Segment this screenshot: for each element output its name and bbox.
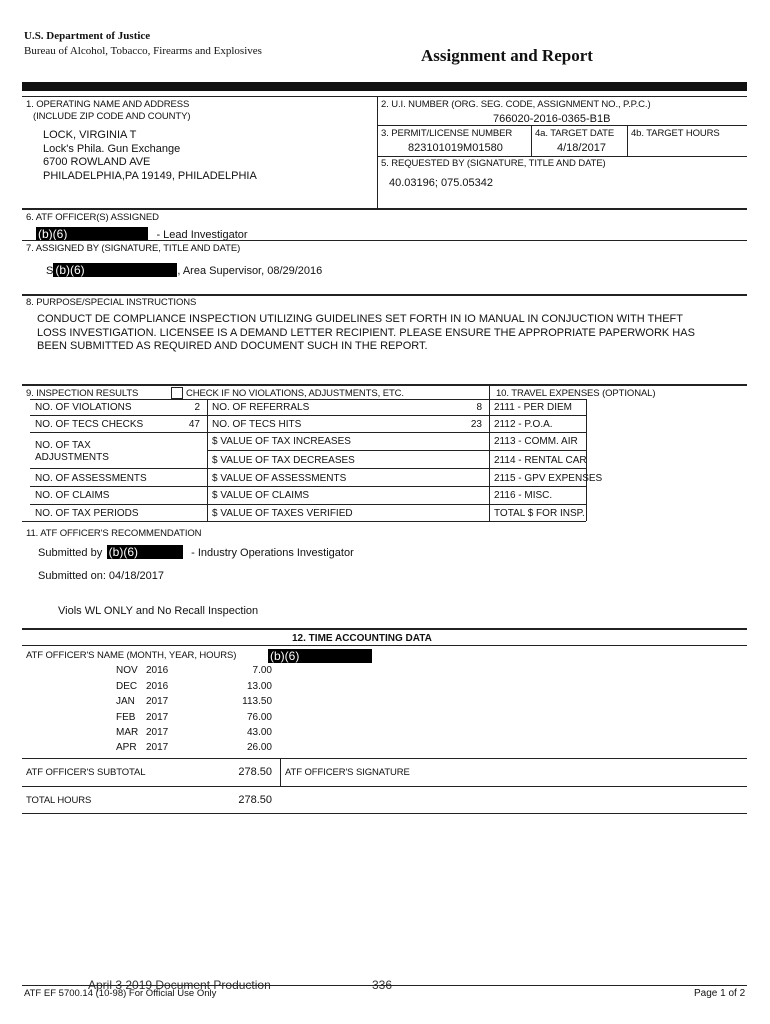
entry-hours: 76.00 bbox=[246, 712, 272, 723]
address-line: Lock's Phila. Gun Exchange bbox=[43, 142, 181, 155]
no-violations-checkbox[interactable] bbox=[171, 387, 183, 399]
time-accounting-label: 12. TIME ACCOUNTING DATA bbox=[292, 633, 432, 644]
permit-number-value: 823101019M01580 bbox=[408, 142, 503, 154]
address-line: LOCK, VIRGINIA T bbox=[43, 129, 137, 141]
tecs-checks-label: NO. OF TECS CHECKS bbox=[35, 419, 144, 430]
submitted-by bbox=[38, 543, 354, 561]
header-rule bbox=[22, 82, 747, 91]
total-insp-label: TOTAL $ FOR INSP. bbox=[494, 508, 585, 519]
operating-address bbox=[43, 129, 257, 183]
purpose-line: BEEN SUBMITTED AS REQUIRED AND DOCUMENT SUCH IN THE REPORT. bbox=[37, 340, 428, 352]
violations-label: NO. OF VIOLATIONS bbox=[35, 402, 132, 413]
requested-by-value: 40.03196; 075.05342 bbox=[389, 177, 493, 189]
referrals-value: 8 bbox=[476, 402, 482, 413]
submitted-on: Submitted on: 04/18/2017 bbox=[38, 570, 164, 579]
tax-periods-label: NO. OF TAX PERIODS bbox=[35, 508, 139, 519]
entry-month: DEC bbox=[116, 681, 138, 692]
bureau-name: Bureau of Alcohol, Tobacco, Firearms and Explosives bbox=[24, 45, 262, 57]
gpv-expenses-label: 2115 - GPV EXPENSES bbox=[494, 473, 603, 484]
entry-month: FEB bbox=[116, 712, 136, 723]
purpose-instructions bbox=[37, 313, 695, 354]
entry-year: 2017 bbox=[146, 696, 169, 707]
tecs-checks-value: 47 bbox=[188, 419, 200, 430]
taxes-verified-label: $ VALUE OF TAXES VERIFIED bbox=[212, 508, 353, 519]
no-violations-label: CHECK IF NO VIOLATIONS, ADJUSTMENTS, ETC. bbox=[186, 388, 404, 399]
redaction-block: (b)(6) bbox=[36, 227, 148, 241]
entry-month: MAR bbox=[116, 727, 139, 738]
entry-hours: 26.00 bbox=[246, 742, 272, 753]
purpose-label: 8. PURPOSE/SPECIAL INSTRUCTIONS bbox=[26, 297, 197, 308]
form-number: ATF EF 5700.14 (10-98) For Official Use Only bbox=[24, 988, 217, 999]
page-indicator: Page 1 of 2 bbox=[694, 988, 746, 999]
comm-air-label: 2113 - COMM. AIR bbox=[494, 436, 578, 447]
rental-car-label: 2114 - RENTAL CAR bbox=[494, 455, 587, 466]
purpose-line: LOSS INVESTIGATION. LICENSEE IS A DEMAND LETTER RECIPIENT. PLEASE ENSURE THE APPROPRIATE PAPERWORK HAS bbox=[37, 326, 695, 339]
entry-month: APR bbox=[116, 742, 137, 753]
tecs-hits-value: 23 bbox=[470, 419, 482, 430]
entry-month: NOV bbox=[116, 665, 138, 676]
value-claims-label: $ VALUE OF CLAIMS bbox=[212, 490, 310, 501]
submitted-by-role: - Industry Operations Investigator bbox=[191, 547, 354, 559]
assigned-by-title-date: , Area Supervisor, 08/29/2016 bbox=[177, 265, 323, 277]
entry-hours: 43.00 bbox=[246, 727, 272, 738]
misc-label: 2116 - MISC. bbox=[494, 490, 553, 501]
total-hours-label: TOTAL HOURS bbox=[26, 795, 92, 806]
tax-adjustments-label: NO. OF TAX ADJUSTMENTS bbox=[35, 440, 109, 463]
claims-label: NO. OF CLAIMS bbox=[35, 490, 110, 501]
officer-role: - Lead Investigator bbox=[156, 229, 248, 241]
tax-increases-label: $ VALUE OF TAX INCREASES bbox=[212, 436, 351, 447]
entry-year: 2016 bbox=[146, 681, 169, 692]
redaction-block: (b)(6) bbox=[107, 545, 183, 559]
travel-expenses-label: 10. TRAVEL EXPENSES (OPTIONAL) bbox=[496, 388, 656, 399]
referrals-label: NO. OF REFERRALS bbox=[212, 402, 310, 413]
inspection-results-label: 9. INSPECTION RESULTS bbox=[26, 388, 139, 399]
officer-name-label: ATF OFFICER'S NAME (MONTH, YEAR, HOURS) bbox=[26, 650, 237, 661]
tecs-hits-label: NO. OF TECS HITS bbox=[212, 419, 302, 430]
redaction-block: (b)(6) bbox=[268, 649, 372, 663]
entry-hours: 113.50 bbox=[242, 696, 272, 707]
recommendation-note: Viols WL ONLY and No Recall Inspection bbox=[58, 605, 259, 617]
entry-year: 2017 bbox=[146, 712, 169, 723]
entry-hours: 7.00 bbox=[252, 665, 272, 676]
officer-signature-label: ATF OFFICER'S SIGNATURE bbox=[285, 767, 410, 778]
target-date-value: 4/18/2017 bbox=[557, 142, 606, 154]
address-line: 6700 ROWLAND AVE bbox=[43, 156, 151, 168]
total-hours-value: 278.50 bbox=[238, 794, 272, 806]
department-name: U.S. Department of Justice bbox=[24, 30, 151, 42]
subtotal-label: ATF OFFICER'S SUBTOTAL bbox=[26, 767, 146, 778]
redaction-block: (b)(6) bbox=[53, 263, 177, 277]
assigned-by-label: 7. ASSIGNED BY (SIGNATURE, TITLE AND DATE) bbox=[26, 243, 241, 254]
entry-month: JAN bbox=[116, 696, 135, 707]
page-number-stamp: 336 bbox=[372, 978, 393, 992]
submitted-by-prefix: Submitted by bbox=[38, 547, 103, 559]
entry-year: 2017 bbox=[146, 727, 169, 738]
entry-year: 2017 bbox=[146, 742, 169, 753]
tax-decreases-label: $ VALUE OF TAX DECREASES bbox=[212, 455, 355, 466]
entry-year: 2016 bbox=[146, 665, 169, 676]
ui-number-label: 2. U.I. NUMBER (ORG. SEG. CODE, ASSIGNMENT NO., P.P.C.) bbox=[381, 99, 651, 110]
operating-name-sublabel: (INCLUDE ZIP CODE AND COUNTY) bbox=[33, 111, 191, 122]
purpose-line: CONDUCT DE COMPLIANCE INSPECTION UTILIZING GUIDELINES SET FORTH IN IO MANUAL IN CONJUCTION WITH THEFT bbox=[37, 313, 683, 325]
per-diem-label: 2111 - PER DIEM bbox=[494, 402, 572, 413]
entry-hours: 13.00 bbox=[246, 681, 272, 692]
address-line: PHILADELPHIA,PA 19149, PHILADELPHIA bbox=[43, 169, 257, 182]
target-hours-label: 4b. TARGET HOURS bbox=[631, 128, 720, 139]
violations-value: 2 bbox=[194, 402, 200, 413]
subtotal-value: 278.50 bbox=[238, 766, 272, 778]
assessments-label: NO. OF ASSESSMENTS bbox=[35, 473, 147, 484]
poa-label: 2112 - P.O.A. bbox=[494, 419, 553, 430]
officers-assigned-label: 6. ATF OFFICER(S) ASSIGNED bbox=[26, 212, 159, 223]
value-assessments-label: $ VALUE OF ASSESSMENTS bbox=[212, 473, 347, 484]
document-title: Assignment and Report bbox=[421, 46, 593, 65]
production-stamp: April 3 2019 Document Production bbox=[88, 978, 271, 992]
assigned-by-value bbox=[46, 261, 322, 279]
ui-number-value: 766020-2016-0365-B1B bbox=[493, 113, 611, 125]
recommendation-label: 11. ATF OFFICER'S RECOMMENDATION bbox=[26, 528, 202, 539]
requested-by-label: 5. REQUESTED BY (SIGNATURE, TITLE AND DATE) bbox=[381, 158, 606, 169]
permit-number-label: 3. PERMIT/LICENSE NUMBER bbox=[381, 128, 513, 139]
assigned-by-prefix: S bbox=[46, 265, 54, 277]
target-date-label: 4a. TARGET DATE bbox=[535, 128, 615, 139]
operating-name-label: 1. OPERATING NAME AND ADDRESS bbox=[26, 99, 190, 110]
